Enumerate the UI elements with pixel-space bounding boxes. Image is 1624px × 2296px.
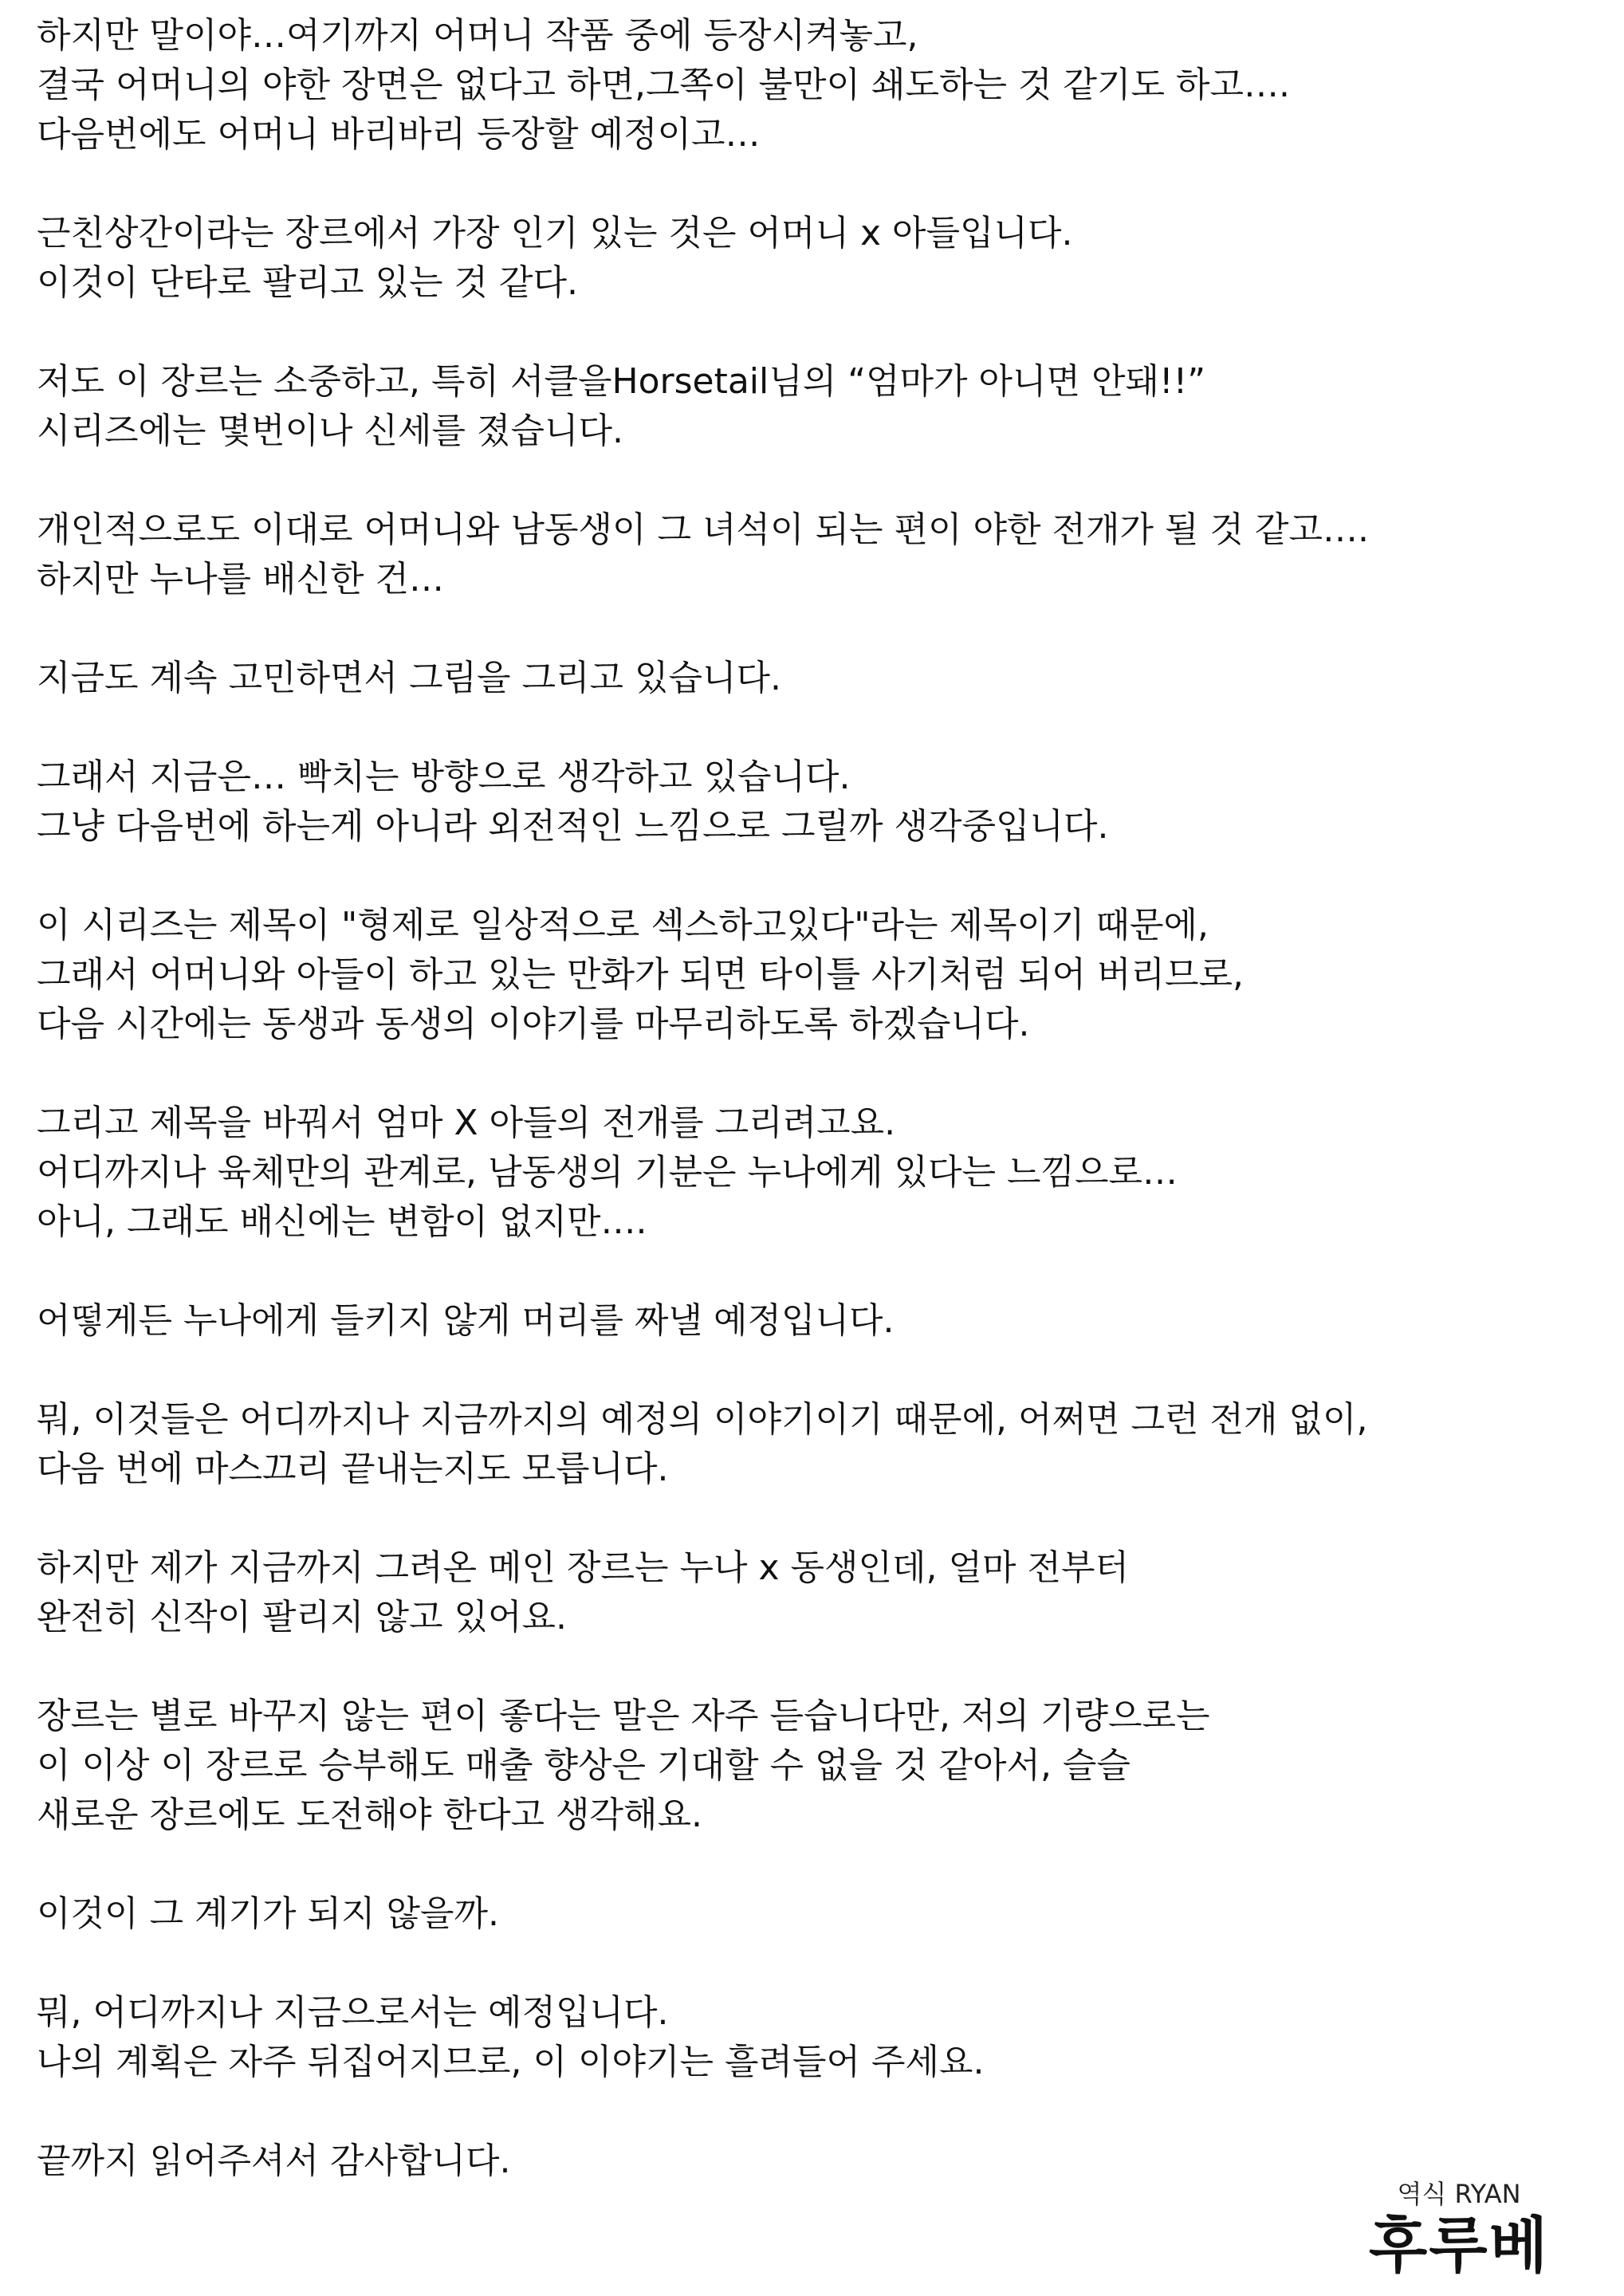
text-line: 끝까지 읽어주셔서 감사합니다. — [37, 2141, 511, 2181]
credit-block — [1355, 2176, 1563, 2280]
paragraph-4 — [37, 505, 1599, 604]
text-line: 그래서 어머니와 아들이 하고 있는 만화가 되면 타이틀 사기처럼 되어 버리므로, — [37, 954, 1244, 995]
paragraph-7 — [37, 901, 1599, 1049]
text-line: 지금도 계속 고민하면서 그림을 그리고 있습니다. — [37, 658, 781, 698]
text-line: 뭐, 이것들은 어디까지나 지금까지의 예정의 이야기이기 때문에, 어쩌면 그런 전개 없이, — [37, 1399, 1368, 1440]
text-line: 시리즈에는 몇번이나 신세를 졌습니다. — [37, 411, 624, 451]
text-line: 장르는 별로 바꾸지 않는 편이 좋다는 말은 자주 듣습니다만, 저의 기량으로는 — [37, 1696, 1210, 1736]
text-line: 어떻게든 누나에게 들키지 않게 머리를 짜낼 예정입니다. — [37, 1300, 895, 1341]
text-line: 완전히 신작이 팔리지 않고 있어요. — [37, 1597, 567, 1637]
text-line: 새로운 장르에도 도전해야 한다고 생각해요. — [37, 1795, 703, 1835]
text-line: 아니, 그래도 배신에는 변함이 없지만…. — [37, 1201, 647, 1242]
text-line: 이 시리즈는 제목이 "형제로 일상적으로 섹스하고있다"라는 제목이기 때문에, — [37, 905, 1209, 946]
text-line: 다음 시간에는 동생과 동생의 이야기를 마무리하도록 하겠습니다. — [37, 1004, 1030, 1044]
text-line: 뭐, 어디까지나 지금으로서는 예정입니다. — [37, 1992, 669, 2033]
translator-credit: 역식 RYAN — [1397, 2179, 1521, 2209]
text-line: 저도 이 장르는 소중하고, 특히 서클을Horsetail님의 “엄마가 아니면 안돼!!” — [37, 361, 1206, 402]
text-line: 하지만 누나를 배신한 건… — [37, 559, 444, 600]
text-line: 다음 번에 마스끄리 끝내는지도 모릅니다. — [37, 1449, 669, 1489]
paragraph-10 — [37, 1395, 1599, 1494]
text-line: 그래서 지금은… 빡치는 방향으로 생각하고 있습니다. — [37, 757, 851, 797]
text-line: 이것이 단타로 팔리고 있는 것 같다. — [37, 262, 578, 303]
author-name: 후루베 — [1368, 2210, 1550, 2281]
text-line: 어디까지나 육체만의 관계로, 남동생의 기분은 누나에게 있다는 느낌으로… — [37, 1152, 1178, 1193]
text-line: 결국 어머니의 야한 장면은 없다고 하면,그쪽이 불만이 쇄도하는 것 같기도 하고…. — [37, 65, 1290, 105]
text-line: 이 이상 이 장르로 승부해도 매출 향상은 기대할 수 없을 것 같아서, 슬슬 — [37, 1745, 1131, 1786]
paragraph-11 — [37, 1543, 1599, 1642]
paragraph-14 — [37, 1988, 1599, 2087]
text-line: 나의 계획은 자주 뒤집어지므로, 이 이야기는 흘려들어 주세요. — [37, 2042, 985, 2082]
paragraph-5 — [37, 654, 1599, 703]
text-line: 근친상간이라는 장르에서 가장 인기 있는 것은 어머니 x 아들입니다. — [37, 213, 1073, 254]
text-line: 다음번에도 어머니 바리바리 등장할 예정이고… — [37, 114, 761, 155]
text-line: 하지만 제가 지금까지 그려온 메인 장르는 누나 x 동생인데, 얼마 전부터 — [37, 1547, 1129, 1588]
text-line: 그냥 다음번에 하는게 아니라 외전적인 느낌으로 그릴까 생각중입니다. — [37, 806, 1109, 847]
paragraph-12 — [37, 1692, 1599, 1840]
afterword-document — [37, 11, 1599, 2235]
paragraph-6 — [37, 753, 1599, 851]
paragraph-8 — [37, 1099, 1599, 1247]
paragraph-3 — [37, 357, 1599, 456]
text-line: 개인적으로도 이대로 어머니와 남동생이 그 녀석이 되는 편이 야한 전개가 될 것 같고…. — [37, 509, 1369, 550]
paragraph-1 — [37, 11, 1599, 159]
paragraph-9 — [37, 1296, 1599, 1346]
text-line: 그리고 제목을 바꿔서 엄마 X 아들의 전개를 그리려고요. — [37, 1103, 896, 1143]
paragraph-13 — [37, 1889, 1599, 1939]
text-line: 이것이 그 계기가 되지 않을까. — [37, 1893, 499, 1934]
text-line: 하지만 말이야…여기까지 어머니 작품 중에 등장시켜놓고, — [37, 15, 918, 56]
paragraph-2 — [37, 209, 1599, 308]
